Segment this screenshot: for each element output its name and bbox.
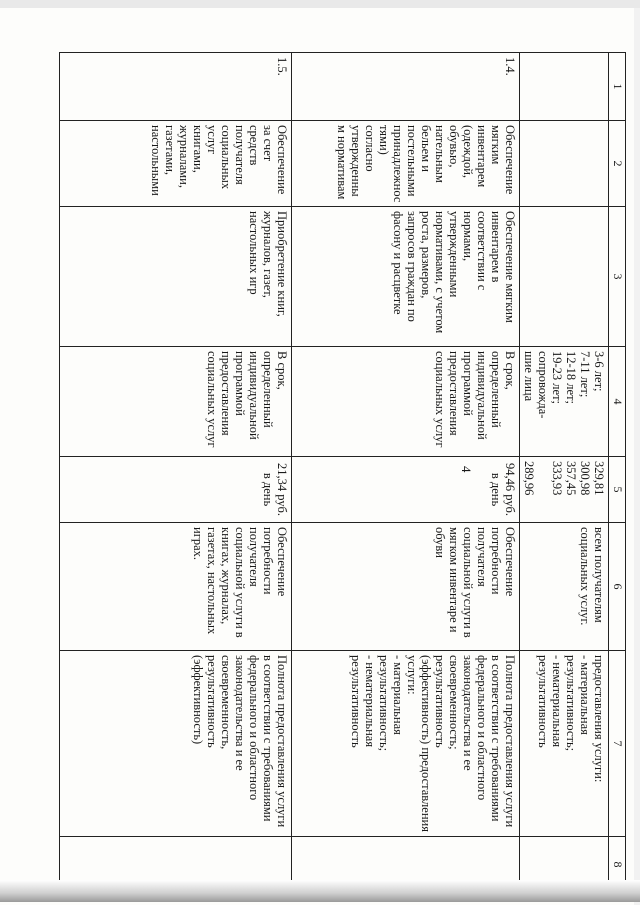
service-conditions: Обеспечение потребности получателя социальной услуги в мягком инвентаре и обуви bbox=[292, 523, 520, 651]
scan-shadow-bar bbox=[0, 880, 640, 902]
cont-recipients: всем получателям социальных услуг. bbox=[520, 523, 609, 651]
header-col-8: 8 bbox=[609, 837, 626, 893]
service-price-cell bbox=[60, 457, 292, 523]
header-row bbox=[609, 53, 626, 893]
header-col-1: 1 bbox=[609, 53, 626, 121]
row-number: 1.4. bbox=[292, 53, 520, 121]
service-term: В срок, определенный индивидуальной программой предоставления социальных услуг bbox=[60, 347, 292, 457]
service-price-unit: в день bbox=[489, 472, 503, 507]
cont-age-groups: 3-6 лет; 7-11 лет; 12-18 лет; 19-23 лет; сопровожда- шие лица bbox=[520, 347, 609, 457]
service-conditions: Обеспечение потребности получателя социальной услуги в книгах, журналах, газетах, настольных играх. bbox=[60, 523, 292, 651]
header-col-7: 7 bbox=[609, 651, 626, 837]
services-table bbox=[59, 52, 626, 893]
scan-edge-top bbox=[634, 0, 640, 905]
service-price: 21,34 руб. bbox=[275, 463, 289, 516]
service-price: 94,46 руб. bbox=[503, 463, 517, 516]
cont-c3 bbox=[520, 207, 609, 347]
continuation-row bbox=[520, 53, 609, 893]
table-row bbox=[60, 53, 292, 893]
service-quality: Полнота предоставления услуги в соответствии с требованиями федерального и областного законодательства и ее своевременность, результативность (эффективность) bbox=[60, 651, 292, 837]
service-term: В срок, определенный индивидуальной программой предоставления социальных услуг bbox=[292, 347, 520, 457]
cont-c1 bbox=[520, 53, 609, 121]
table-row bbox=[292, 53, 520, 893]
cont-quality: предоставления услуги: - материальная результативность; - нематериальная результативность bbox=[520, 651, 609, 837]
header-col-6: 6 bbox=[609, 523, 626, 651]
service-description: Приобретение книг, журналов, газет, настольных игр bbox=[60, 207, 292, 347]
header-col-5: 5 bbox=[609, 457, 626, 523]
service-name: Обеспечение мягким инвентарем (одеждой, обувью, нательным бельем и постельными принадлежнос тями) согласно утвержденны м нормативам bbox=[292, 121, 520, 207]
service-price-cell bbox=[292, 457, 520, 523]
service-quality: Полнота предоставления услуги в соответствии с требованиями федерального и областного законодательства и ее своевременность; результативность (эффективность) предоставления услуги: - материальная результативность; - нематериальная результативность bbox=[292, 651, 520, 837]
service-description: Обеспечение мягким инвентарем в соответствии с нормами, утвержденными нормативами, с учетом роста, размеров, запросов граждан по фасону и расцветке bbox=[292, 207, 520, 347]
row-number: 1.5. bbox=[60, 53, 292, 121]
scan-edge-left bbox=[0, 0, 640, 8]
service-name: Обеспечение за счет средств получателя социальных услуг книгами, журналами, газетами, настольными bbox=[60, 121, 292, 207]
cont-c2 bbox=[520, 121, 609, 207]
header-col-2: 2 bbox=[609, 121, 626, 207]
service-price-unit: в день bbox=[261, 472, 275, 507]
cont-prices: 329,81 300,98 357,45 333,93 289,96 bbox=[520, 457, 609, 523]
header-col-4: 4 bbox=[609, 347, 626, 457]
page-number: 4 bbox=[459, 466, 474, 473]
header-col-3: 3 bbox=[609, 207, 626, 347]
